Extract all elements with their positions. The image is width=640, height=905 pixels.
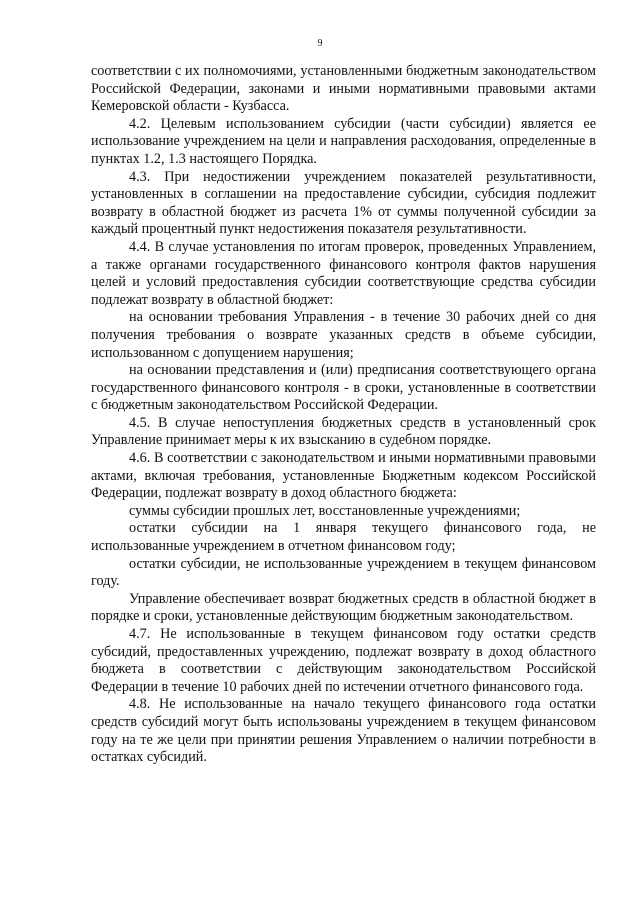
- paragraph-4-8: 4.8. Не использованные на начало текущего финансового года остатки средств субсидий могут быть использованы учреждением в текущем финансовом году на те же цели при принятии решения Управлением о наличии потребности в остатках субсидий.: [91, 696, 596, 766]
- paragraph-4-7: 4.7. Не использованные в текущем финансовом году остатки средств субсидий, предоставленных учреждению, подлежат возврату в доход областного бюджета в соответствии с действующим законодательством Российской Федерации в течение 10 рабочих дней по истечении отчетного финансового года.: [91, 626, 596, 695]
- paragraph-4-2: 4.2. Целевым использованием субсидии (части субсидии) является ее использование учреждением на цели и направления расходования, определенные в пунктах 1.2, 1.3 настоящего Порядка.: [91, 115, 596, 167]
- paragraph-continuation: соответствии с их полномочиями, установленными бюджетным законодательством Российской Федерации, законами и иными нормативными правовыми актами Кемеровской области - Кузбасса.: [91, 63, 596, 115]
- paragraph-4-6-item-1: суммы субсидии прошлых лет, восстановленные учреждениями;: [129, 502, 521, 519]
- document-body: [91, 63, 596, 767]
- paragraph-4-4: 4.4. В случае установления по итогам проверок, проведенных Управлением, а также органами государственного финансового контроля фактов нарушения целей и условий предоставления субсидии соответствующие средства субсидии подлежат возврату в областной бюджет:: [91, 238, 596, 308]
- paragraph-4-6-item-2: остатки субсидии на 1 января текущего финансового года, не использованные учреждением в отчетном финансовом году;: [91, 520, 596, 555]
- paragraph-4-6-item-3: остатки субсидии, не использованные учреждением в текущем финансовом году.: [91, 555, 596, 590]
- paragraph-4-4-item-1: на основании требования Управления - в течение 30 рабочих дней со дня получения требования о возврате указанных средств в объеме субсидии, использованном с допущением нарушения;: [91, 309, 596, 361]
- paragraph-4-6-note: Управление обеспечивает возврат бюджетных средств в областной бюджет в порядке и сроки, установленные действующим бюджетным законодательством.: [91, 590, 596, 625]
- paragraph-4-5: 4.5. В случае непоступления бюджетных средств в установленный срок Управление принимает меры к их взысканию в судебном порядке.: [91, 414, 596, 449]
- page-number: 9: [317, 38, 323, 49]
- paragraph-4-4-item-2: на основании представления и (или) предписания соответствующего органа государственного финансового контроля - в сроки, установленные в соответствии с бюджетным законодательством Российской Федерации.: [91, 362, 596, 414]
- paragraph-4-3: 4.3. При недостижении учреждением показателей результативности, установленных в соглашении на предоставление субсидии, субсидия подлежит возврату в областной бюджет из расчета 1% от суммы полученной субсидии за каждый процентный пункт недостижения показателя результативности.: [91, 168, 596, 238]
- paragraph-4-6: 4.6. В соответствии с законодательством и иными нормативными правовыми актами, включая требования, установленные Бюджетным кодексом Российской Федерации, подлежат возврату в доход областного бюджета:: [91, 450, 596, 502]
